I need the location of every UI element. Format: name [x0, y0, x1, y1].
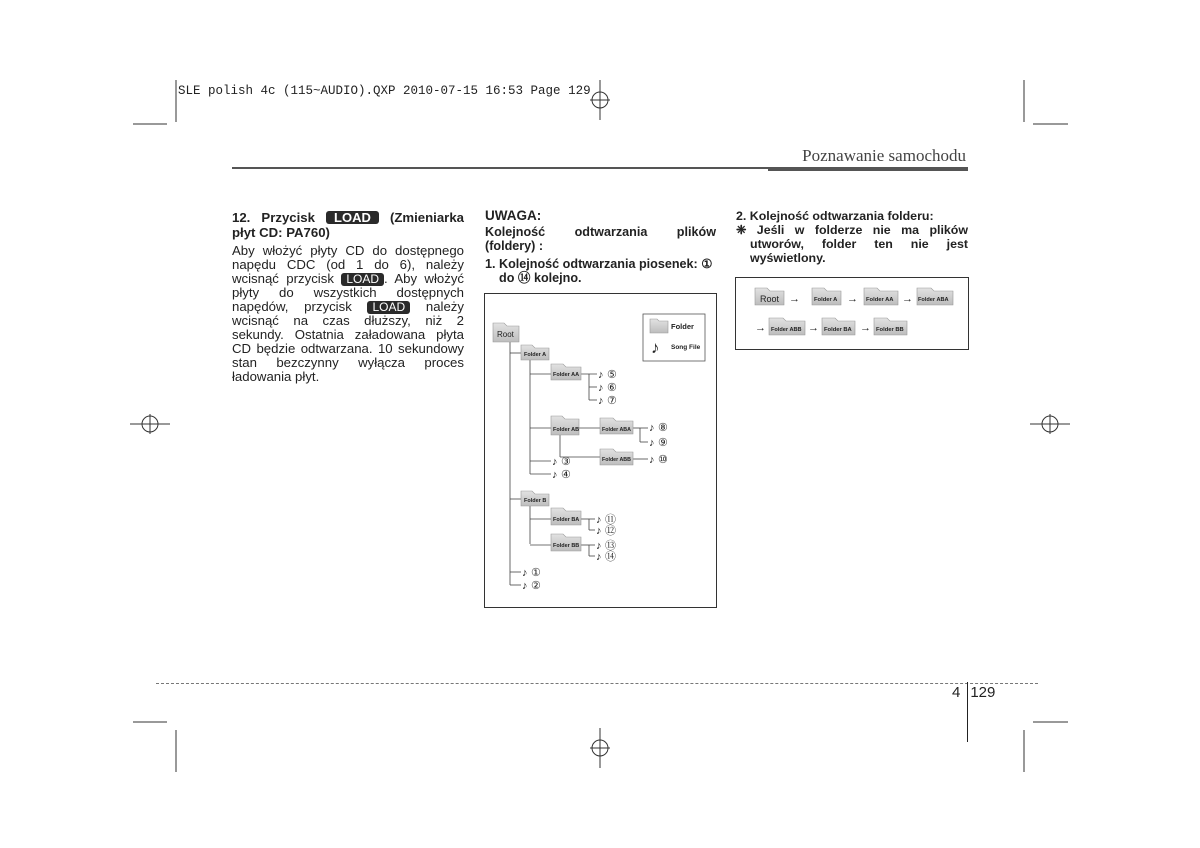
order-folder-abb [769, 318, 805, 335]
svg-text:⑨: ⑨ [658, 437, 668, 449]
print-slug: SLE polish 4c (115~AUDIO).QXP 2010-07-15 16:53 Page 129 [178, 84, 591, 98]
page-number: 4 129 [952, 684, 996, 701]
folder-order-note: ❈ Jeśli w folderze nie ma plików utworów, folder ten nie jest wyświetlony. [736, 223, 968, 265]
svg-text:⑥: ⑥ [607, 382, 617, 394]
folder-aa [551, 364, 581, 380]
folder-ba [551, 508, 581, 525]
svg-text:♪: ♪ [552, 469, 558, 481]
svg-text:Folder B: Folder B [524, 498, 547, 504]
song-2 [522, 580, 541, 592]
svg-text:①: ① [531, 567, 541, 579]
arrow-icon: → [902, 293, 913, 305]
svg-text:⑧: ⑧ [658, 422, 668, 434]
section-body: Aby włożyć płyty CD do dostępnego napędu CDC (od 1 do 6), należy wcisnąć przycisk LOAD . Aby włożyć płyty do wszystkich dostępnych napędów, przycisk LOAD należy wcisnąć na czas dłuższy, niż 2 sekundy. Ostatnia załadowana płyta CD będzie odtwarzana. 10 sekundowy stan bezczynny wyłącza proces ładowania płyt. [232, 243, 465, 384]
svg-text:⑦: ⑦ [607, 395, 617, 407]
svg-text:Root: Root [497, 330, 514, 339]
svg-text:③: ③ [561, 456, 571, 468]
note-heading: UWAGA: [485, 208, 542, 223]
order-folder-aba [917, 288, 953, 305]
folder-abb [600, 449, 633, 465]
load-badge: LOAD [326, 211, 379, 224]
legend-folder-label: Folder [671, 322, 694, 331]
song-3 [552, 456, 571, 468]
section-title: Poznawanie samochodu [802, 146, 966, 165]
song-10 [649, 454, 668, 466]
header-bar [768, 167, 968, 171]
folder-ab [551, 416, 579, 435]
svg-text:Root: Root [760, 294, 780, 304]
folder-order-diagram [735, 277, 969, 350]
arrow-icon: → [755, 322, 766, 334]
svg-text:②: ② [531, 580, 541, 592]
svg-text:♪: ♪ [596, 551, 602, 563]
folder-order-section [736, 209, 968, 265]
svg-text:♪: ♪ [522, 580, 528, 592]
folder-aba [600, 418, 633, 434]
svg-text:Folder BA: Folder BA [824, 327, 852, 333]
song-5 [598, 369, 617, 381]
svg-text:Folder A: Folder A [814, 297, 838, 303]
svg-text:♪: ♪ [596, 514, 602, 526]
svg-text:♪: ♪ [598, 369, 604, 381]
svg-text:④: ④ [561, 469, 571, 481]
order-root [755, 288, 784, 305]
section-heading: 12. Przycisk LOAD (Zmieniarka płyt CD: PA760) [232, 210, 464, 240]
load-badge: LOAD [341, 273, 384, 286]
order-folder-ba [822, 318, 855, 335]
order-folder-aa [864, 288, 898, 305]
arrow-icon: → [789, 293, 800, 305]
folder-a [521, 345, 549, 360]
svg-text:Folder ABA: Folder ABA [602, 427, 631, 433]
load-badge: LOAD [367, 301, 410, 314]
svg-text:⑭: ⑭ [605, 551, 616, 563]
music-note-icon: ♪ [651, 338, 660, 357]
arrow-icon: → [808, 322, 819, 334]
svg-text:♪: ♪ [649, 454, 655, 466]
svg-text:Folder BB: Folder BB [553, 543, 580, 549]
song-8 [649, 422, 668, 434]
legend-song-label: Song File [671, 344, 701, 351]
svg-text:⑫: ⑫ [605, 525, 616, 537]
folder-order-item: 2. Kolejność odtwarzania folderu: [736, 209, 934, 223]
folder-b [521, 491, 549, 506]
svg-text:⑪: ⑪ [605, 514, 616, 526]
song-14 [596, 550, 616, 563]
footer-rule [156, 683, 1038, 684]
svg-text:Folder BA: Folder BA [553, 517, 580, 523]
song-7 [598, 395, 617, 407]
svg-text:Folder AA: Folder AA [866, 297, 894, 303]
folder-icon [650, 319, 668, 333]
note-section [485, 209, 716, 285]
song-4 [552, 469, 571, 481]
svg-text:Folder ABB: Folder ABB [771, 327, 802, 333]
order-folder-bb [874, 318, 907, 335]
arrow-icon: → [847, 293, 858, 305]
load-button-section [232, 210, 464, 384]
folder-bb [551, 534, 581, 551]
note-subtitle: Kolejność odtwarzania plików (foldery) : [485, 225, 716, 253]
svg-text:⑤: ⑤ [607, 369, 617, 381]
svg-text:♪: ♪ [598, 382, 604, 394]
song-9 [649, 437, 668, 449]
folder-root [493, 323, 519, 342]
svg-text:♪: ♪ [522, 567, 528, 579]
folder-tree-diagram [484, 293, 717, 608]
svg-text:Folder AA: Folder AA [553, 372, 580, 378]
svg-text:Folder A: Folder A [524, 352, 547, 358]
svg-text:⑩: ⑩ [658, 454, 668, 466]
svg-text:♪: ♪ [552, 456, 558, 468]
svg-text:♪: ♪ [596, 540, 602, 552]
svg-text:♪: ♪ [596, 525, 602, 537]
svg-text:♪: ♪ [649, 422, 655, 434]
arrow-icon: → [860, 322, 871, 334]
svg-text:Folder BB: Folder BB [876, 327, 904, 333]
svg-text:♪: ♪ [598, 395, 604, 407]
svg-text:⑬: ⑬ [605, 540, 616, 552]
svg-text:Folder ABA: Folder ABA [918, 297, 949, 303]
svg-text:Folder AB: Folder AB [553, 427, 580, 433]
play-order-item: 1. Kolejność odtwarzania piosenek: ① do ⑭ kolejno. [485, 257, 713, 285]
song-6 [598, 382, 617, 394]
svg-text:Folder ABB: Folder ABB [602, 457, 631, 463]
song-12 [596, 524, 616, 537]
song-1 [522, 567, 541, 579]
svg-text:♪: ♪ [649, 437, 655, 449]
order-folder-a [812, 288, 841, 305]
